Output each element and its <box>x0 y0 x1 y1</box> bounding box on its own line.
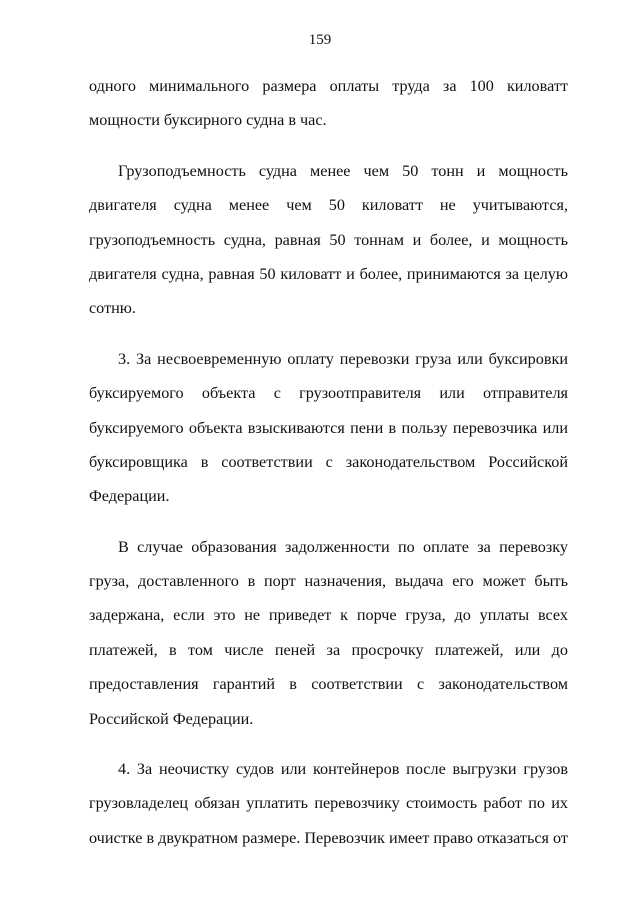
text-line: 4. За неочистку судов или контейнеров после выгрузки грузов <box>118 760 568 779</box>
text-line: предоставления гарантий в соответствии с законодательством <box>89 675 568 694</box>
text-line: платежей, в том числе пеней за просрочку платежей, или до <box>89 640 568 659</box>
text-line: двигателя судна, равная 50 киловатт и более, принимаются за целую <box>89 264 568 283</box>
text-line: Российской Федерации. <box>89 709 254 728</box>
paragraph-gap <box>89 138 568 154</box>
paragraph-item-4 <box>89 752 568 855</box>
text-line: мощности буксирного судна в час. <box>89 111 327 130</box>
text-line: двигателя судна менее чем 50 киловатт не учитываются, <box>89 196 568 215</box>
text-line: буксируемого объекта взыскиваются пени в пользу перевозчика или <box>89 418 568 437</box>
text-line: грузовладелец обязан уплатить перевозчику стоимость работ по их <box>89 794 568 813</box>
paragraph-continuation <box>89 69 568 138</box>
text-line: 3. За несвоевременную оплату перевозки груза или буксировки <box>118 349 568 368</box>
text-line: В случае образования задолженности по оплате за перевозку <box>118 537 568 556</box>
text-line: Федерации. <box>89 487 170 506</box>
text-line: задержана, если это не приведет к порче груза, до уплаты всех <box>89 606 568 625</box>
paragraph-gap <box>89 514 568 530</box>
page-number: 159 <box>308 32 332 48</box>
text-line: сотню. <box>89 299 136 318</box>
text-line: буксировщика в соответствии с законодательством Российской <box>89 452 568 471</box>
text-line: грузоподъемность судна, равная 50 тоннам и более, и мощность <box>89 230 568 249</box>
text-line: груза, доставленного в порт назначения, выдача его может быть <box>89 572 568 591</box>
text-line: очистке в двукратном размере. Перевозчик имеет право отказаться от <box>89 828 568 847</box>
paragraph-debt <box>89 530 568 736</box>
text-line: буксируемого объекта с грузоотправителя или отправителя <box>89 384 568 403</box>
paragraph-item-3 <box>89 342 568 514</box>
text-line: одного минимального размера оплаты труда за 100 киловатт <box>89 77 568 95</box>
body-text <box>89 69 568 855</box>
paragraph-gap <box>89 326 568 342</box>
paragraph-capacity <box>89 154 568 326</box>
text-line: Грузоподъемность судна менее чем 50 тонн и мощность <box>118 161 568 180</box>
paragraph-gap <box>89 736 568 752</box>
